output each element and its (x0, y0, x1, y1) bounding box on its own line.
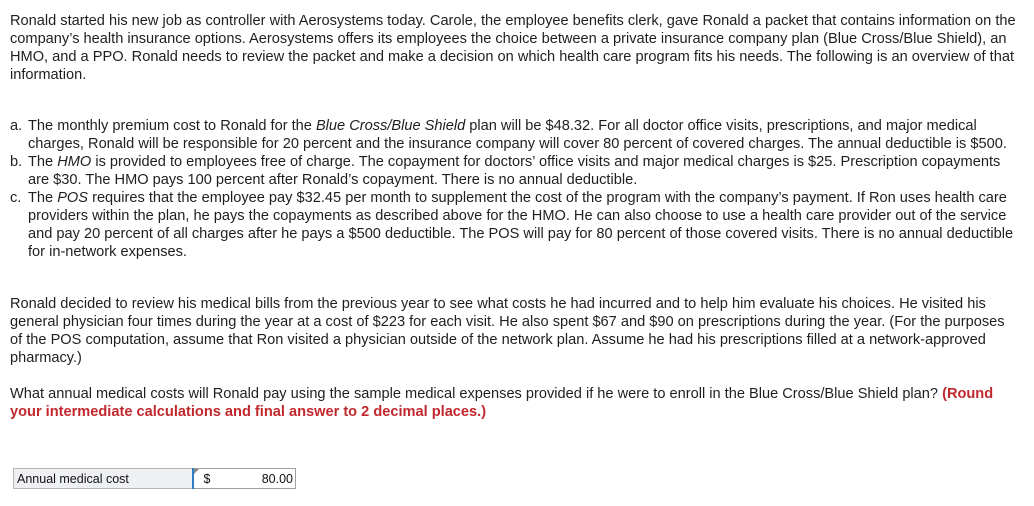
plan-name: HMO (57, 154, 92, 170)
option-text-before: The (28, 154, 58, 170)
answer-label: Annual medical cost (14, 469, 193, 489)
list-marker: b. (10, 154, 23, 170)
problem-text (10, 12, 1020, 421)
plan-option-c (10, 189, 1020, 261)
intro-paragraph: Ronald started his new job as controller with Aerosystems today. Carole, the employee benefits clerk, gave Ronald a packet that contains information on the company’s health insurance options. Aerosystems offers its employees the choice between a private insurance company plan (Blue Cross/Blue Shield), an HMO, and a PPO. Ronald needs to review the packet and make a decision on which health care program fits his needs. The following is an overview of that information. (10, 13, 1016, 83)
list-marker: a. (10, 118, 23, 134)
option-text-after: requires that the employee pay $32.45 per month to supplement the cost of the program with the company’s payment. If Ron uses health care providers within the plan, he pays the copayments as described above for the HMO. He can also choose to use a health care provider out of the service and pay 20 percent of all charges after he pays a $500 deductible. The POS will pay for 80 percent of those covered visits. There is no annual deductible for in-network expenses. (28, 190, 1014, 260)
review-paragraph: Ronald decided to review his medical bills from the previous year to see what costs he had incurred and to help him evaluate his choices. He visited his general physician four times during the year at a cost of $223 for each visit. He also spent $67 and $90 on prescriptions during the year. (For the purposes of the POS computation, assume that Ron visited a physician outside of the network plan. Assume he had his prescriptions filled at a network-approved pharmacy.) (10, 296, 1005, 366)
annual-medical-cost-input[interactable] (193, 469, 296, 489)
question-text: What annual medical costs will Ronald pay using the sample medical expenses provided if he were to enroll in the Blue Cross/Blue Shield plan? (10, 386, 943, 402)
input-corner-marker (194, 469, 199, 474)
plan-options-list (10, 117, 1020, 261)
option-text-before: The monthly premium cost to Ronald for the (28, 118, 316, 134)
plan-name: POS (57, 190, 89, 206)
option-text-before: The (28, 190, 58, 206)
plan-option-a (10, 117, 1020, 153)
plan-option-b (10, 153, 1020, 189)
option-text-after: plan will be $48.32. For all doctor office visits, prescriptions, and major medical charges, Ronald will be responsible for 20 percent and the insurance company will cover 80 percent of covered charges. The annual deductible is $500. (28, 118, 1007, 152)
question-paragraph (10, 385, 1020, 421)
option-text-after: is provided to employees free of charge. The copayment for doctors’ office visits and major medical charges is $25. Prescription copayments are $30. The HMO pays 100 percent after Ronald’s copayment. There is no annual deductible. (28, 154, 1001, 188)
plan-name: Blue Cross/Blue Shield (315, 118, 466, 134)
table-row (14, 469, 296, 489)
answer-table (13, 468, 296, 489)
currency-symbol: $ (203, 472, 211, 486)
answer-value[interactable]: 80.00 (261, 472, 293, 486)
rounding-instruction: (Round your intermediate calculations and final answer to 2 decimal places.) (10, 386, 994, 420)
list-marker: c. (10, 190, 22, 206)
